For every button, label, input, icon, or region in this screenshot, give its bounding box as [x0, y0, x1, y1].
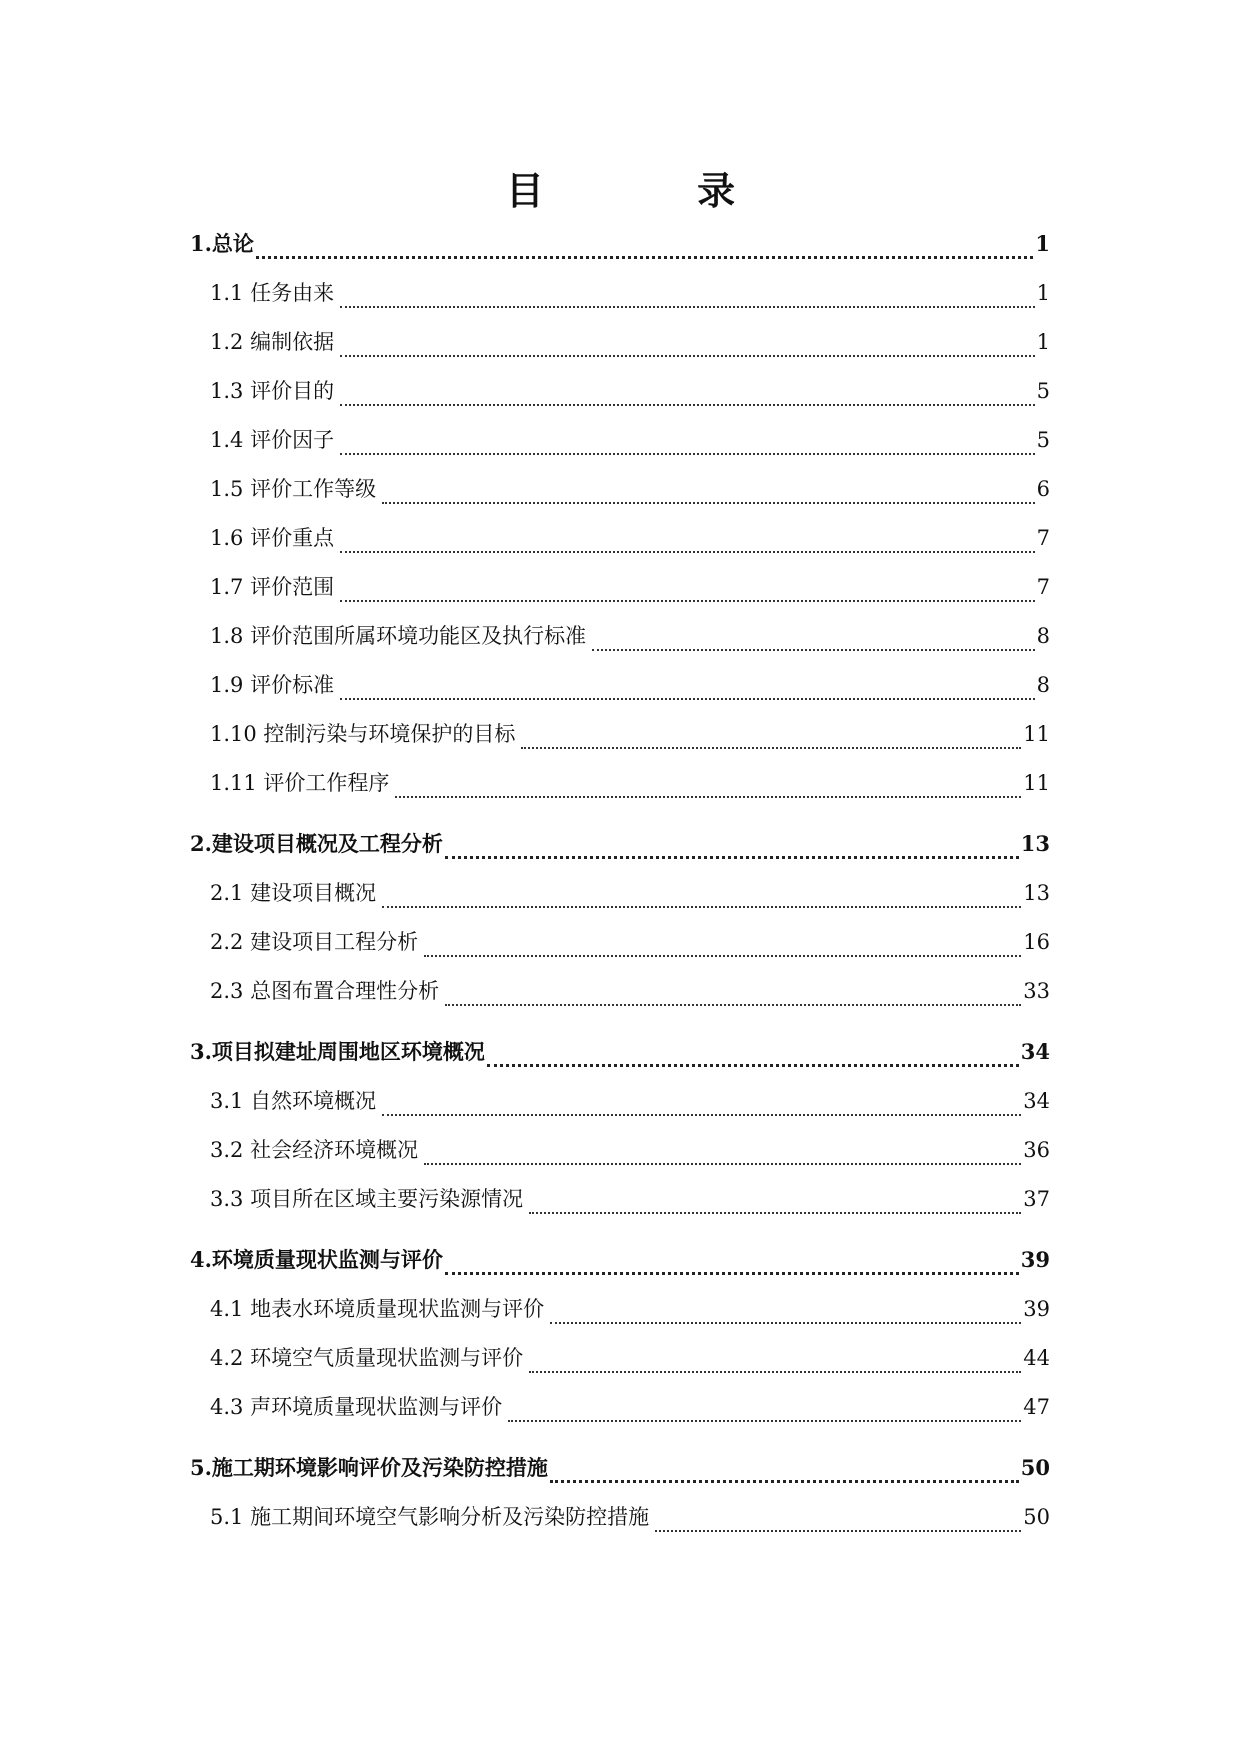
- toc-page-number: 7: [1036, 575, 1050, 599]
- toc-page-number: 1: [1036, 281, 1050, 305]
- toc-page-number: 16: [1023, 930, 1050, 954]
- toc-dot-leader: [508, 1420, 1021, 1422]
- toc-entry-label: 3.3 项目所在区域主要污染源情况: [210, 1187, 524, 1211]
- toc-dot-leader: [445, 856, 1019, 859]
- toc-dot-leader: [592, 649, 1035, 651]
- toc-dot-leader: [395, 796, 1021, 798]
- toc-section-entry[interactable]: [190, 926, 1050, 975]
- toc-section-entry[interactable]: [190, 1391, 1050, 1440]
- toc-dot-leader: [382, 906, 1021, 908]
- toc-dot-leader: [424, 955, 1021, 957]
- toc-page-number: 7: [1036, 526, 1050, 550]
- toc-dot-leader: [382, 1114, 1021, 1116]
- toc-entry-label: 5.施工期环境影响评价及污染防控措施: [190, 1455, 548, 1480]
- toc-entry-label: 4.2 环境空气质量现状监测与评价: [210, 1346, 524, 1370]
- toc-entry-label: 1.总论: [190, 231, 254, 256]
- toc-entry-label: 3.2 社会经济环境概况: [210, 1138, 419, 1162]
- toc-page-number: 50: [1023, 1505, 1050, 1529]
- toc-dot-leader: [550, 1322, 1021, 1324]
- toc-section-entry[interactable]: [190, 669, 1050, 718]
- toc-list: [190, 228, 1050, 1550]
- toc-chapter-entry[interactable]: [190, 1244, 1050, 1293]
- toc-section-entry[interactable]: [190, 1293, 1050, 1342]
- toc-dot-leader: [340, 355, 1035, 357]
- toc-dot-leader: [382, 502, 1035, 504]
- toc-page-number: 13: [1020, 831, 1050, 856]
- toc-page-number: 36: [1023, 1138, 1050, 1162]
- toc-entry-label: 4.环境质量现状监测与评价: [190, 1247, 443, 1272]
- toc-section-entry[interactable]: [190, 571, 1050, 620]
- toc-section-entry[interactable]: [190, 326, 1050, 375]
- toc-section-entry[interactable]: [190, 718, 1050, 767]
- toc-section-entry[interactable]: [190, 767, 1050, 816]
- toc-page-number: 33: [1023, 979, 1050, 1003]
- toc-entry-label: 1.11 评价工作程序: [210, 771, 390, 795]
- toc-page-number: 39: [1023, 1297, 1050, 1321]
- toc-dot-leader: [256, 256, 1033, 259]
- toc-dot-leader: [340, 453, 1035, 455]
- toc-section-entry[interactable]: [190, 877, 1050, 926]
- toc-section-entry[interactable]: [190, 473, 1050, 522]
- toc-section-entry[interactable]: [190, 1342, 1050, 1391]
- toc-entry-label: 3.1 自然环境概况: [210, 1089, 377, 1113]
- toc-section-entry[interactable]: [190, 1183, 1050, 1232]
- toc-page-number: 44: [1023, 1346, 1050, 1370]
- toc-section-entry[interactable]: [190, 1134, 1050, 1183]
- toc-section-entry[interactable]: [190, 1085, 1050, 1134]
- toc-page-number: 39: [1020, 1247, 1050, 1272]
- toc-page-number: 6: [1036, 477, 1050, 501]
- toc-entry-label: 1.4 评价因子: [210, 428, 335, 452]
- toc-title: 目 录: [505, 168, 806, 213]
- toc-page-number: 50: [1020, 1455, 1050, 1480]
- toc-entry-label: 4.3 声环境质量现状监测与评价: [210, 1395, 503, 1419]
- toc-section-entry[interactable]: [190, 975, 1050, 1024]
- toc-entry-label: 1.5 评价工作等级: [210, 477, 377, 501]
- toc-page-number: 34: [1020, 1039, 1050, 1064]
- toc-page-number: 11: [1023, 771, 1050, 795]
- toc-entry-label: 1.8 评价范围所属环境功能区及执行标准: [210, 624, 587, 648]
- toc-chapter-entry[interactable]: [190, 1036, 1050, 1085]
- toc-entry-label: 1.6 评价重点: [210, 526, 335, 550]
- toc-dot-leader: [340, 306, 1035, 308]
- toc-section-entry[interactable]: [190, 522, 1050, 571]
- toc-page-number: 5: [1036, 379, 1050, 403]
- toc-entry-label: 1.9 评价标准: [210, 673, 335, 697]
- toc-dot-leader: [521, 747, 1021, 749]
- toc-section-entry[interactable]: [190, 1501, 1050, 1550]
- toc-entry-label: 4.1 地表水环境质量现状监测与评价: [210, 1297, 545, 1321]
- toc-page-number: 11: [1023, 722, 1050, 746]
- toc-chapter-entry[interactable]: [190, 228, 1050, 277]
- toc-chapter-entry[interactable]: [190, 1452, 1050, 1501]
- toc-chapter-entry[interactable]: [190, 828, 1050, 877]
- toc-page-number: 8: [1036, 673, 1050, 697]
- toc-dot-leader: [340, 551, 1035, 553]
- toc-page-number: 5: [1036, 428, 1050, 452]
- toc-entry-label: 1.1 任务由来: [210, 281, 335, 305]
- toc-dot-leader: [655, 1530, 1021, 1532]
- toc-page-number: 8: [1036, 624, 1050, 648]
- toc-page-number: 37: [1023, 1187, 1050, 1211]
- toc-entry-label: 1.10 控制污染与环境保护的目标: [210, 722, 516, 746]
- toc-dot-leader: [445, 1004, 1021, 1006]
- toc-page-number: 13: [1023, 881, 1050, 905]
- toc-page-number: 1: [1035, 231, 1050, 256]
- toc-entry-label: 1.3 评价目的: [210, 379, 335, 403]
- toc-section-entry[interactable]: [190, 620, 1050, 669]
- toc-page-number: 47: [1023, 1395, 1050, 1419]
- toc-entry-label: 5.1 施工期间环境空气影响分析及污染防控措施: [210, 1505, 650, 1529]
- toc-entry-label: 1.7 评价范围: [210, 575, 335, 599]
- toc-dot-leader: [445, 1272, 1019, 1275]
- toc-dot-leader: [340, 404, 1035, 406]
- toc-page-number: 34: [1023, 1089, 1050, 1113]
- toc-entry-label: 3.项目拟建址周围地区环境概况: [190, 1039, 485, 1064]
- toc-dot-leader: [487, 1064, 1019, 1067]
- toc-entry-label: 2.建设项目概况及工程分析: [190, 831, 443, 856]
- toc-entry-label: 2.3 总图布置合理性分析: [210, 979, 440, 1003]
- toc-section-entry[interactable]: [190, 424, 1050, 473]
- toc-section-entry[interactable]: [190, 375, 1050, 424]
- toc-dot-leader: [340, 600, 1035, 602]
- toc-dot-leader: [529, 1212, 1021, 1214]
- toc-dot-leader: [529, 1371, 1021, 1373]
- toc-dot-leader: [424, 1163, 1021, 1165]
- toc-dot-leader: [550, 1480, 1019, 1483]
- toc-entry-label: 1.2 编制依据: [210, 330, 335, 354]
- toc-entry-label: 2.1 建设项目概况: [210, 881, 377, 905]
- toc-section-entry[interactable]: [190, 277, 1050, 326]
- toc-page-number: 1: [1036, 330, 1050, 354]
- toc-entry-label: 2.2 建设项目工程分析: [210, 930, 419, 954]
- toc-dot-leader: [340, 698, 1035, 700]
